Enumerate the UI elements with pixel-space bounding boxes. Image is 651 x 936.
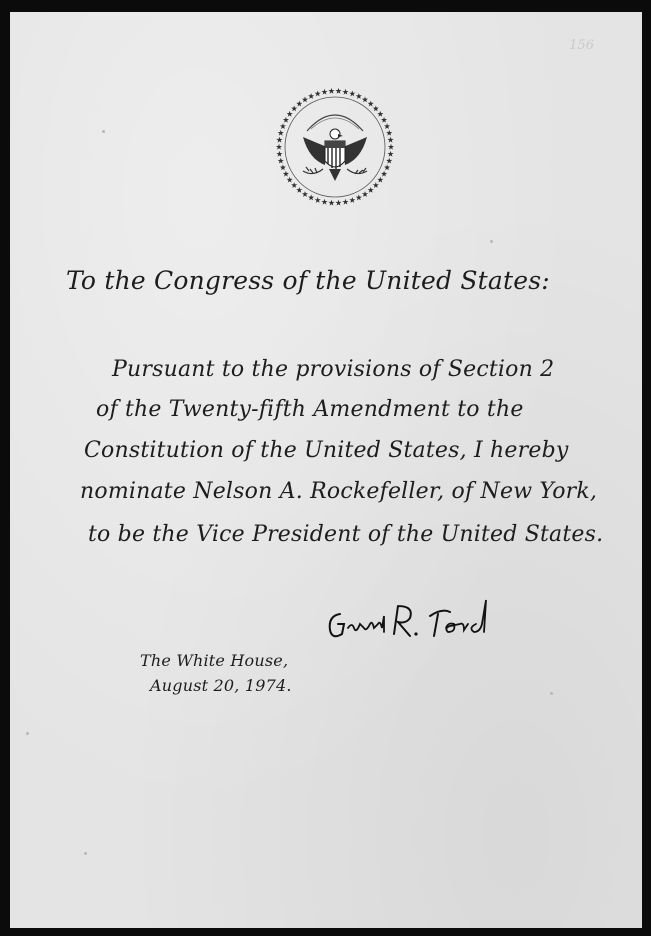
paper-speck	[84, 852, 87, 855]
paper-speck	[26, 732, 29, 735]
paper-speck	[490, 240, 493, 243]
body-line-4: nominate Nelson A. Rockefeller, of New York,	[80, 479, 598, 504]
body-line-3: Constitution of the United States, I hereby	[84, 438, 569, 463]
salutation: To the Congress of the United States:	[66, 266, 550, 295]
archive-page-number: 156	[569, 38, 594, 53]
paper-speck	[102, 130, 105, 133]
body-line-2: of the Twenty-fifth Amendment to the	[96, 397, 524, 422]
body-line-1: Pursuant to the provisions of Section 2	[112, 357, 555, 382]
place-line: The White House,	[140, 651, 289, 670]
presidential-seal-icon	[273, 85, 397, 209]
paper-speck	[550, 692, 553, 695]
body-line-5: to be the Vice President of the United States.	[88, 522, 604, 547]
signature-image	[318, 594, 498, 650]
date-line: August 20, 1974.	[150, 676, 292, 695]
document-page	[10, 12, 642, 928]
